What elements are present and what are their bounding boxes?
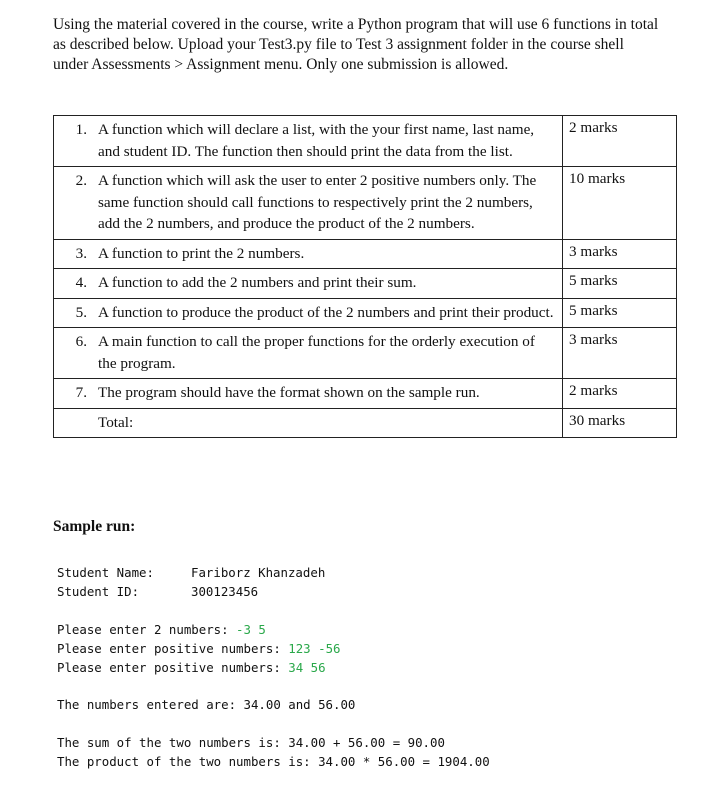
requirement-row [54, 328, 677, 379]
requirement-row [54, 239, 677, 269]
requirement-number: 2. [75, 172, 87, 189]
total-label: Total: [98, 413, 134, 431]
requirement-number: 5. [75, 303, 87, 321]
requirement-marks: 2 marks [563, 379, 677, 409]
requirement-marks: 2 marks [563, 116, 677, 167]
requirement-row [54, 298, 677, 328]
requirement-number: 7. [75, 384, 87, 401]
total-label-cell [54, 408, 563, 438]
console-line-entered: The numbers entered are: 34.00 and 56.00 [57, 697, 356, 712]
requirement-description [54, 167, 563, 240]
requirement-description [54, 379, 563, 409]
requirement-text: A function which will ask the user to enter 2 positive numbers only. The same function should call functions to respectively print the 2 numbers, add the 2 numbers, and produce the product of the 2 numbers. [98, 172, 537, 232]
console-line-product: The product of the two numbers is: 34.00 * 56.00 = 1904.00 [57, 753, 490, 769]
sample-run-console [57, 563, 490, 771]
requirement-text: A function to print the 2 numbers. [98, 244, 305, 262]
requirement-text: A function which will declare a list, with the your first name, last name, and student ID. The function then should print the data from the list. [98, 121, 535, 160]
requirement-row [54, 379, 677, 409]
requirement-text: The program should have the format shown on the sample run. [98, 384, 480, 401]
requirement-description [54, 116, 563, 167]
console-line-id: Student ID: 300123456 [57, 584, 259, 599]
requirement-row [54, 167, 677, 240]
requirement-description [54, 269, 563, 299]
requirement-text: A function to produce the product of the 2 numbers and print their product. [98, 303, 554, 321]
user-input-3: 34 56 [288, 659, 326, 675]
requirement-number: 6. [75, 333, 87, 350]
requirement-marks: 5 marks [563, 298, 677, 328]
user-input-1: -3 5 [236, 621, 266, 637]
requirement-text: A function to add the 2 numbers and print their sum. [98, 274, 417, 291]
requirement-number: 3. [75, 244, 87, 262]
requirement-description [54, 239, 563, 269]
requirement-row [54, 269, 677, 299]
console-line-sum: The sum of the two numbers is: 34.00 + 56.00 = 90.00 [57, 734, 445, 750]
requirement-row [54, 116, 677, 167]
requirement-description [54, 328, 563, 379]
marking-table [53, 115, 677, 438]
assignment-instructions: Using the material covered in the course, write a Python program that will use 6 functions in total as described below. Upload your Test3.py file to Test 3 assignment folder in the course shell under Assessments > Assignment menu. Only one submission is allowed. [53, 16, 659, 73]
requirement-text: A main function to call the proper functions for the orderly execution of the program. [98, 333, 535, 372]
console-line-prompt-3: Please enter positive numbers: 34 56 [57, 659, 326, 675]
requirement-number: 1. [75, 121, 87, 138]
sample-run-heading: Sample run: [53, 518, 136, 535]
requirement-number: 4. [75, 274, 87, 291]
console-line-prompt-2: Please enter positive numbers: 123 -56 [57, 640, 341, 656]
console-line-name: Student Name: Fariborz Khanzadeh [57, 565, 326, 580]
console-line-prompt-1: Please enter 2 numbers: -3 5 [57, 621, 266, 637]
requirement-description [54, 298, 563, 328]
requirement-marks: 3 marks [563, 328, 677, 379]
requirement-marks: 10 marks [563, 167, 677, 240]
requirement-marks: 3 marks [563, 239, 677, 269]
total-marks: 30 marks [563, 408, 677, 438]
total-row [54, 408, 677, 438]
user-input-2: 123 -56 [288, 640, 341, 656]
requirement-marks: 5 marks [563, 269, 677, 299]
